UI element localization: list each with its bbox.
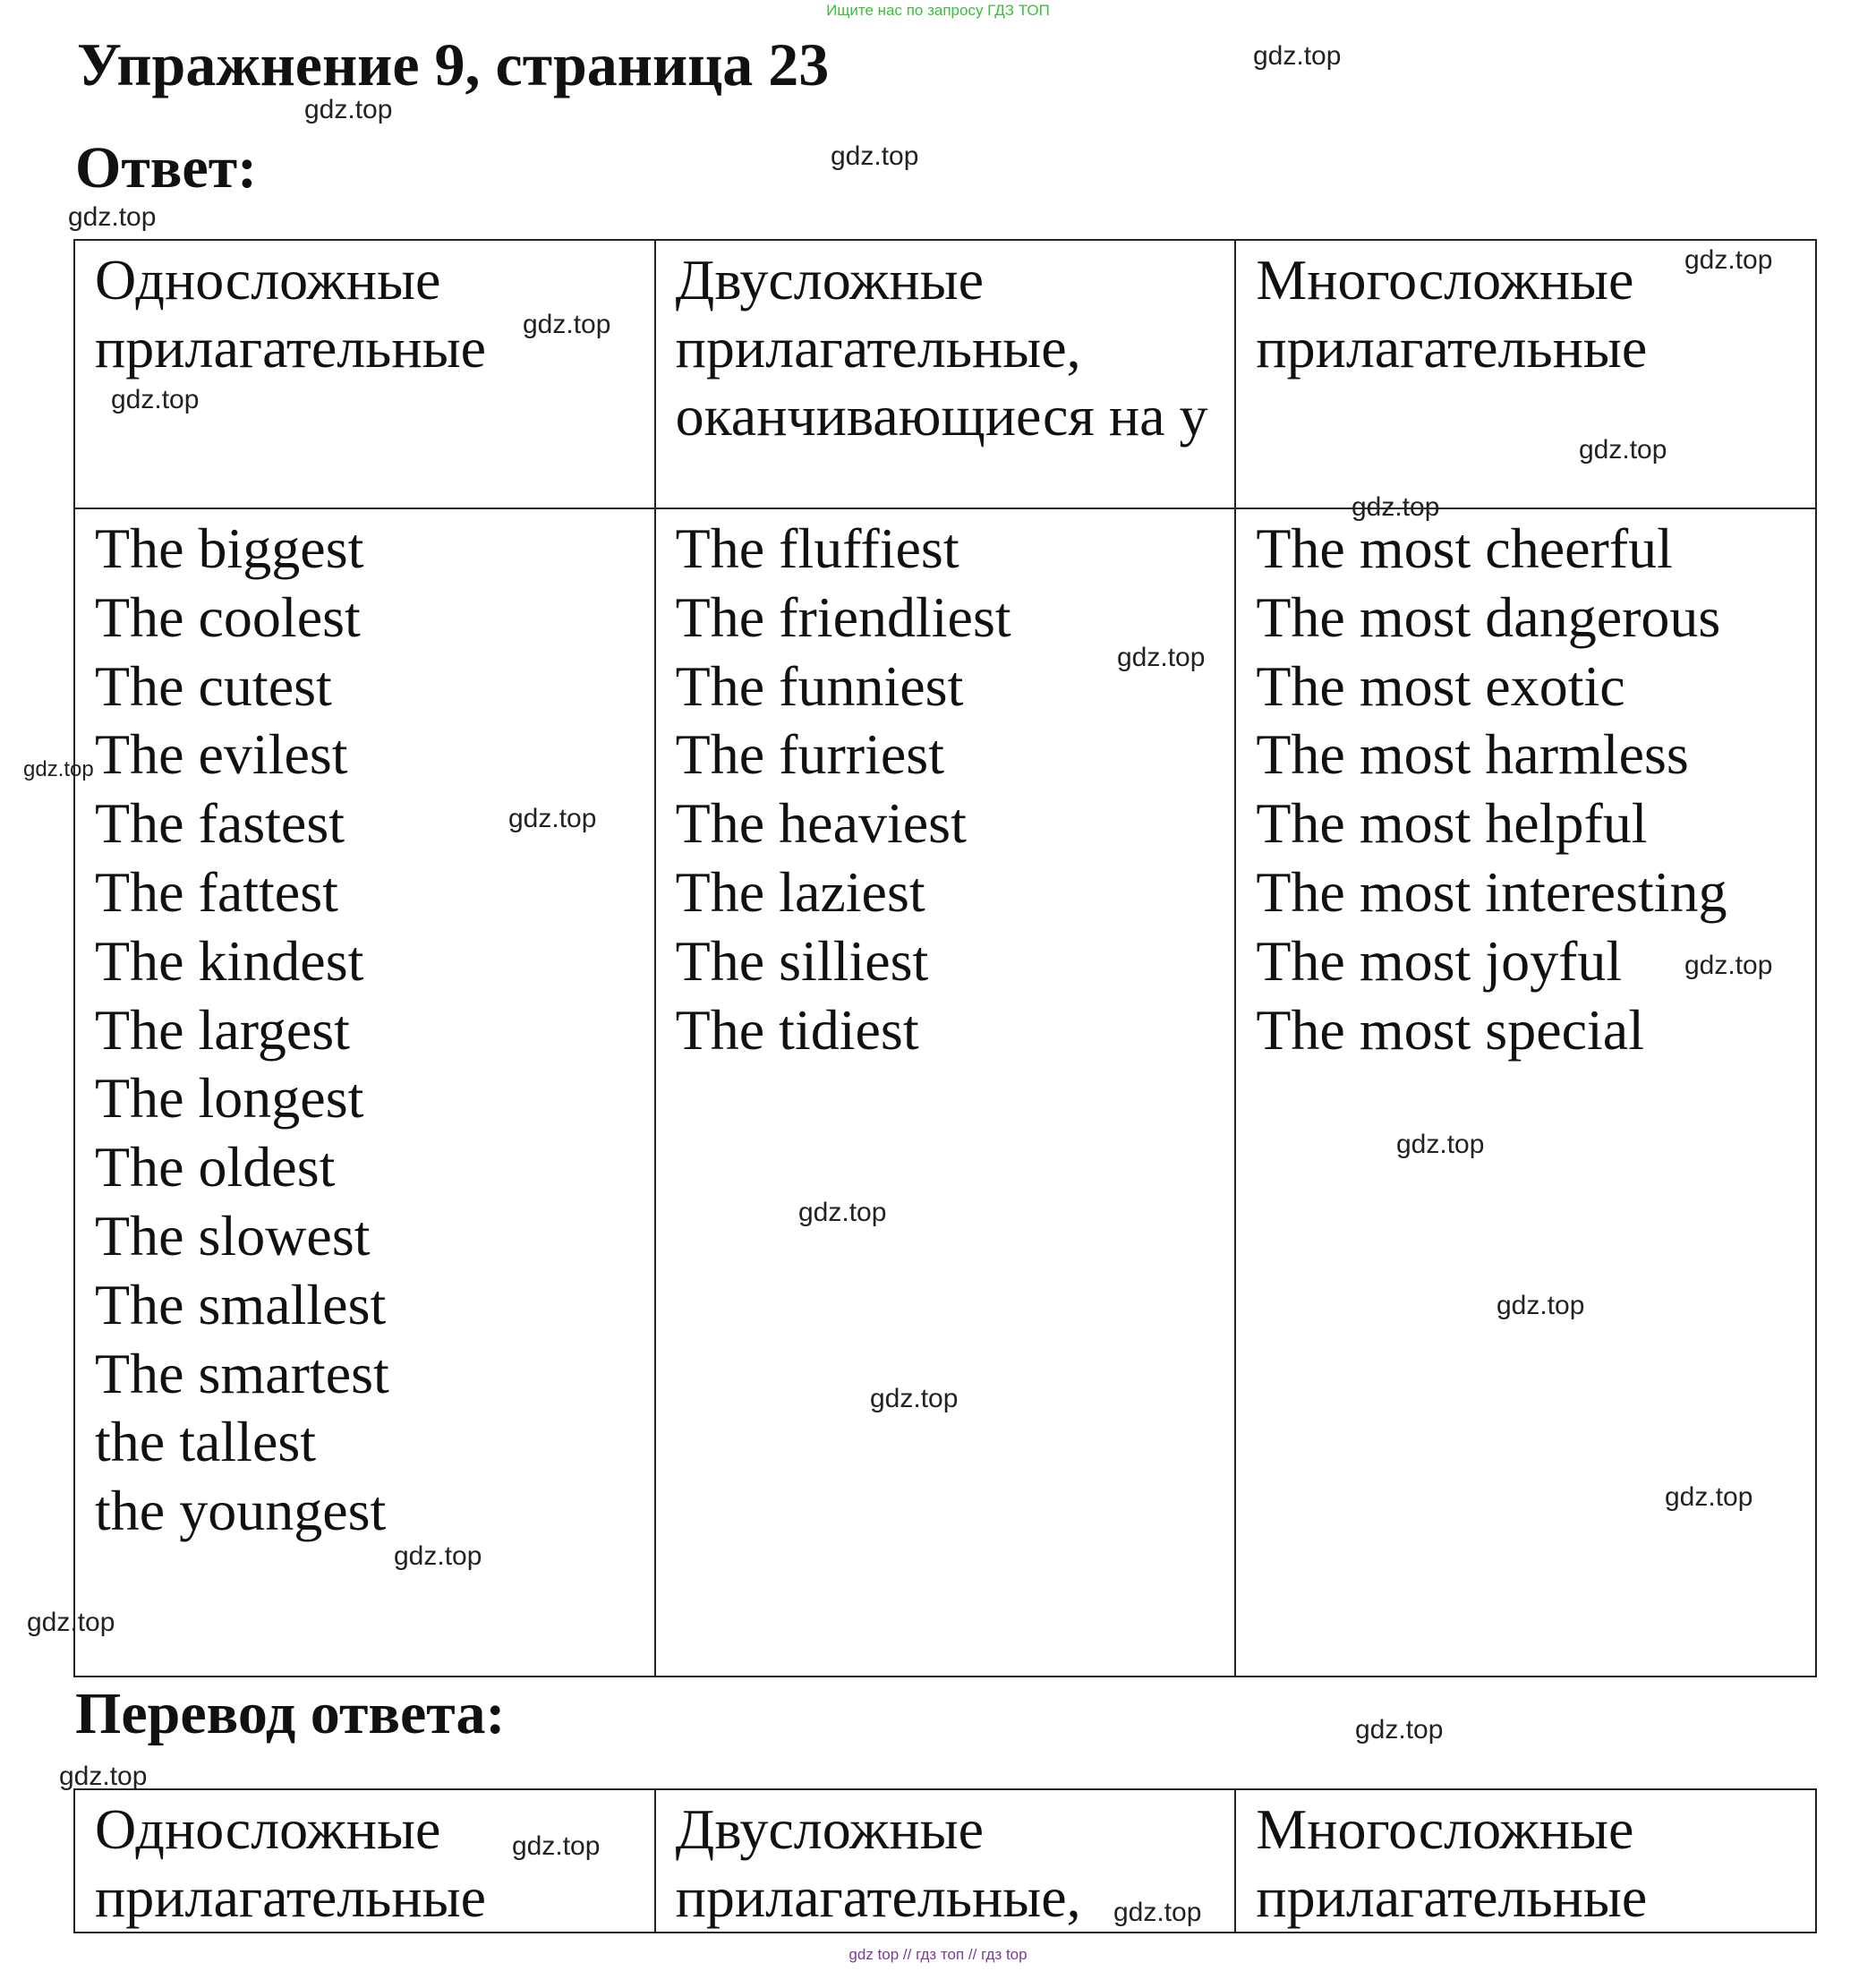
word-item: The slowest	[95, 1203, 371, 1267]
watermark: gdz.top	[1665, 1482, 1753, 1512]
word-item: The longest	[95, 1066, 364, 1131]
watermark: gdz.top	[304, 95, 393, 124]
word-item: The friendliest	[675, 584, 1011, 649]
watermark: gdz.top	[394, 1541, 482, 1571]
watermark: gdz.top	[1497, 1291, 1585, 1320]
word-item: The furriest	[675, 722, 944, 787]
word-item: The largest	[95, 997, 350, 1062]
header-multi-syllable: Многосложные прилагательные	[1235, 240, 1816, 508]
word-item: the tallest	[95, 1410, 317, 1474]
translation-table	[73, 1788, 1817, 1933]
word-item: The most helpful	[1256, 791, 1648, 856]
word-item: The oldest	[95, 1135, 336, 1199]
header-two-syllable: Двусложные прилагательные, оканчивающиеся на y	[655, 240, 1236, 508]
watermark: gdz.top	[798, 1198, 887, 1227]
watermark: gdz.top	[1684, 245, 1773, 275]
word-item: The tidiest	[675, 997, 919, 1062]
translation-header-two-syllable: Двусложные прилагательные,	[655, 1789, 1236, 1933]
word-item: The most dangerous	[1256, 584, 1721, 649]
word-item: The funniest	[675, 653, 964, 718]
word-item: The most special	[1256, 997, 1644, 1062]
watermark: gdz.top	[508, 804, 597, 833]
footer[interactable]: gdz top // гдз топ // гдз top	[848, 1946, 1028, 1963]
watermark: gdz.top	[831, 141, 919, 171]
word-list-multi-syllable	[1256, 515, 1806, 1064]
word-item: The fastest	[95, 791, 345, 856]
top-banner[interactable]: Ищите нас по запросу ГДЗ ТОП	[826, 2, 1050, 19]
watermark: gdz.top	[523, 310, 611, 339]
translation-header-multi-syllable: Многосложные прилагательные	[1235, 1789, 1816, 1933]
translation-header-one-syllable: Односложные прилагательные	[74, 1789, 655, 1933]
watermark: gdz.top	[1253, 41, 1342, 71]
word-item: The heaviest	[675, 791, 967, 856]
watermark: gdz.top	[23, 757, 94, 781]
watermark: gdz.top	[1579, 435, 1667, 465]
watermark: gdz.top	[1684, 951, 1773, 980]
word-item: The most cheerful	[1256, 516, 1673, 580]
word-list-one-syllable	[95, 515, 645, 1546]
watermark: gdz.top	[59, 1762, 148, 1791]
translation-table-header-row	[74, 1789, 1816, 1933]
watermark: gdz.top	[512, 1831, 601, 1861]
word-item: The kindest	[95, 928, 364, 993]
word-item: The silliest	[675, 928, 929, 993]
word-item: The fattest	[95, 859, 338, 924]
watermark: gdz.top	[1117, 643, 1206, 672]
word-item: The fluffiest	[675, 516, 959, 580]
word-item: The cutest	[95, 653, 332, 718]
word-list-two-syllable	[676, 515, 1226, 1064]
word-item: The most exotic	[1256, 653, 1625, 718]
answer-table-body-row	[74, 508, 1816, 1677]
header-one-syllable: Односложные прилагательные	[74, 240, 655, 508]
answer-table	[73, 239, 1817, 1677]
answer-table-header-row	[74, 240, 1816, 508]
word-item: The smallest	[95, 1272, 387, 1336]
column-two-syllable	[655, 508, 1236, 1677]
watermark: gdz.top	[1396, 1130, 1485, 1159]
watermark: gdz.top	[68, 202, 157, 232]
watermark: gdz.top	[27, 1608, 115, 1637]
word-item: The coolest	[95, 584, 361, 649]
page-title: Упражнение 9, страница 23	[77, 30, 830, 98]
word-item: The evilest	[95, 722, 348, 787]
translation-heading: Перевод ответа:	[75, 1681, 506, 1746]
watermark: gdz.top	[1355, 1715, 1444, 1745]
word-item: The most harmless	[1256, 722, 1689, 787]
watermark: gdz.top	[1352, 492, 1440, 522]
word-item: The biggest	[95, 516, 364, 580]
word-item: the youngest	[95, 1479, 387, 1543]
answer-heading: Ответ:	[75, 135, 258, 201]
word-item: The most interesting	[1256, 859, 1727, 924]
watermark: gdz.top	[111, 385, 200, 414]
word-item: The most joyful	[1256, 928, 1623, 993]
watermark: gdz.top	[1113, 1898, 1202, 1927]
column-one-syllable	[74, 508, 655, 1677]
word-item: The laziest	[675, 859, 925, 924]
word-item: The smartest	[95, 1341, 389, 1405]
watermark: gdz.top	[870, 1384, 959, 1413]
